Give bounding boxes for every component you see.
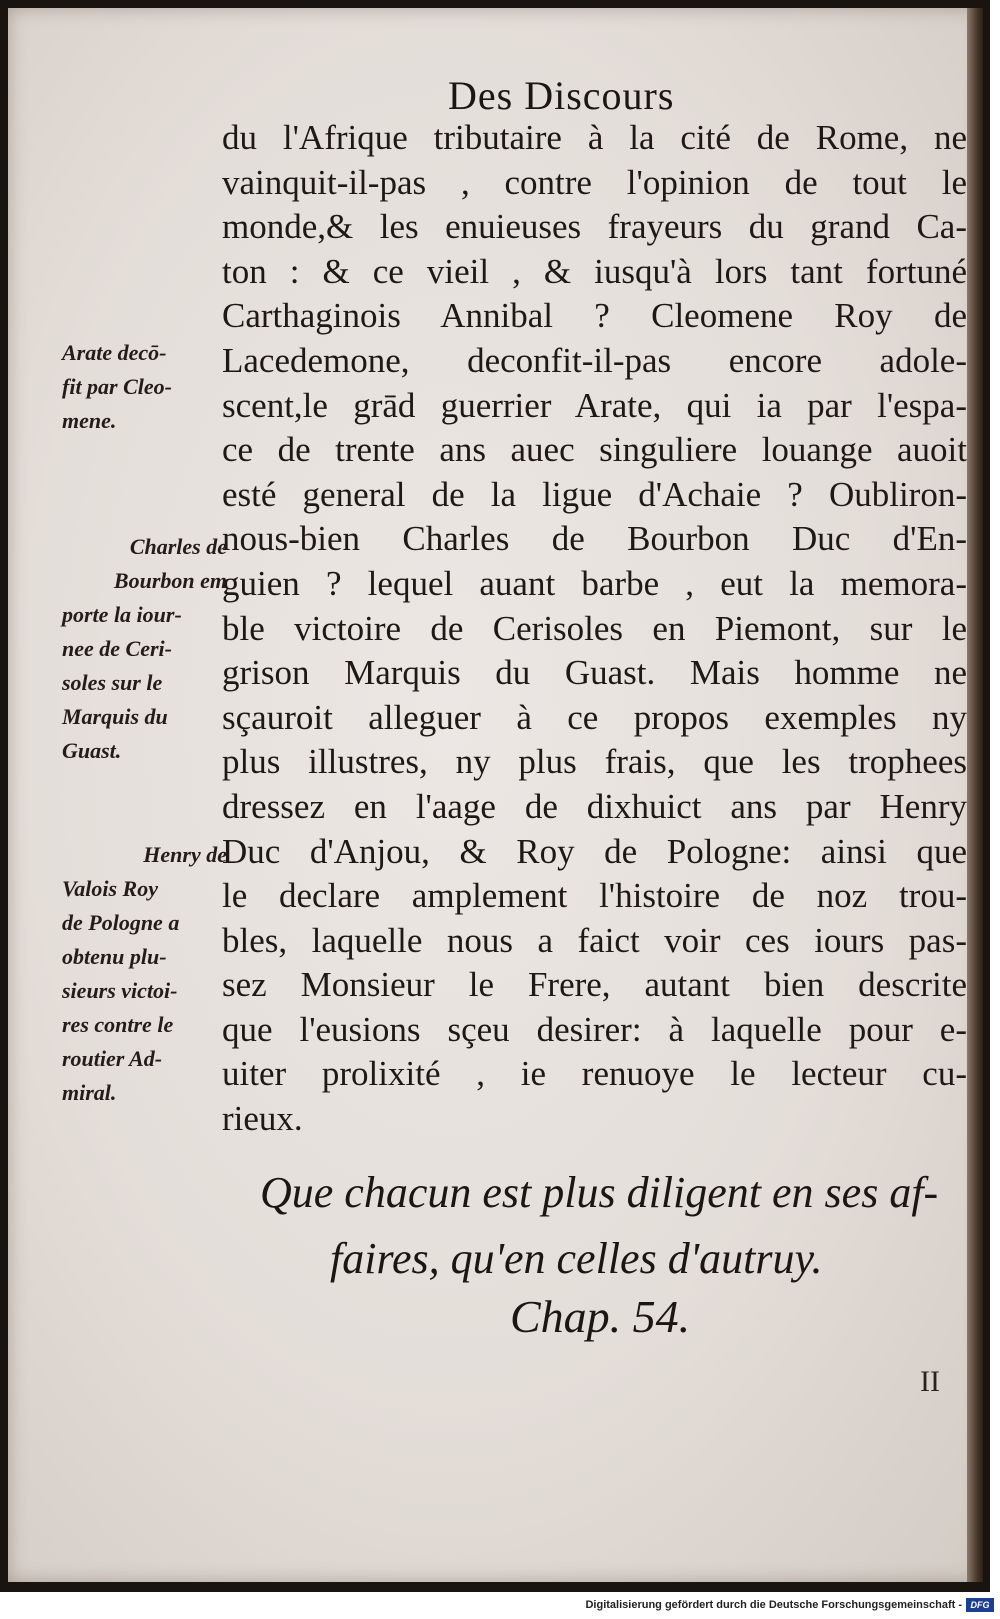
margin-note-line: soles sur le — [62, 670, 163, 695]
text-line: ton : & ce vieil , & iusqu'à lors tant fortuné — [222, 251, 967, 291]
text-line: scent,le grād guerrier Arate, qui ia par l'espa- — [222, 385, 967, 425]
text-line: guien ? lequel auant barbe , eut la memora- — [222, 563, 967, 603]
dfg-logo: DFG — [966, 1598, 994, 1612]
signature-mark: II — [920, 1365, 940, 1398]
margin-note-line: fit par Cleo- — [62, 374, 172, 399]
margin-note-line: routier Ad- — [62, 1046, 163, 1071]
margin-note-line: Marquis du — [62, 704, 168, 729]
text-line: sçauroit alleguer à ce propos exemples ny — [222, 697, 967, 737]
margin-note-line: miral. — [62, 1080, 117, 1105]
margin-note-line: Valois Roy — [62, 876, 158, 901]
margin-note-line: Henry de — [143, 842, 227, 867]
margin-note-arate — [62, 336, 227, 438]
chapter-title-line: faires, qu'en celles d'autruy. — [330, 1234, 823, 1283]
text-line: uiter prolixité , ie renuoye le lecteur cu- — [222, 1054, 967, 1094]
margin-note-line: de Pologne a — [62, 910, 180, 935]
text-line: vainquit-il-pas , contre l'opinion de tout le — [222, 162, 967, 202]
text-line: dressez en l'aage de dixhuict ans par Henry — [222, 786, 967, 826]
margin-note-line: porte la iour- — [62, 602, 182, 627]
digitization-footer — [0, 1596, 1000, 1619]
text-line: esté general de la ligue d'Achaie ? Oubliron- — [222, 474, 967, 514]
text-line: ce de trente ans auec singuliere louange auoit — [222, 430, 967, 470]
text-line: Lacedemone, deconfit-il-pas encore adole- — [222, 340, 967, 380]
margin-note-henry — [62, 838, 227, 1110]
body-text — [222, 116, 967, 1142]
text-line: plus illustres, ny plus frais, que les trophees — [222, 742, 967, 782]
margin-note-line: Bourbon em — [113, 568, 227, 593]
text-line: bles, laquelle nous a faict voir ces iours pas- — [222, 920, 967, 960]
text-line: sez Monsieur le Frere, autant bien descrite — [222, 965, 967, 1005]
book-spine-shadow — [967, 8, 983, 1582]
chapter-title-line: Que chacun est plus diligent en ses af- — [260, 1168, 939, 1217]
margin-note-line: Charles de — [129, 534, 227, 559]
text-line: que l'eusions sçeu desirer: à laquelle pour e- — [222, 1009, 967, 1049]
text-line: du l'Afrique tributaire à la cité de Rome, ne — [222, 118, 967, 157]
margin-note-line: Guast. — [62, 738, 122, 763]
text-line: rieux. — [222, 1099, 303, 1139]
text-line: Carthaginois Annibal ? Cleomene Roy de — [222, 296, 967, 336]
text-line: le declare amplement l'histoire de noz trou- — [222, 876, 967, 916]
chapter-heading — [200, 1160, 939, 1292]
funding-credit: Digitalisierung gefördert durch die Deutsche Forschungsgemeinschaft - — [585, 1599, 962, 1611]
margin-note-line: res contre le — [62, 1012, 174, 1037]
text-line: Duc d'Anjou, & Roy de Pologne: ainsi que — [222, 831, 967, 871]
text-line: ble victoire de Cerisoles en Piemont, sur le — [222, 608, 967, 648]
margin-note-line: Arate decō- — [62, 340, 167, 365]
margin-note-line: nee de Ceri- — [62, 636, 172, 661]
margin-note-line: mene. — [62, 408, 117, 433]
margin-note-line: sieurs victoi- — [62, 978, 178, 1003]
text-line: nous-bien Charles de Bourbon Duc d'En- — [222, 519, 967, 559]
running-head: Des Discours — [448, 73, 675, 118]
text-line: monde,& les enuieuses frayeurs du grand Ca- — [222, 207, 967, 247]
text-line: grison Marquis du Guast. Mais homme ne — [222, 653, 967, 693]
chapter-number: Chap. 54. — [510, 1291, 691, 1342]
margin-note-charles — [62, 530, 227, 768]
margin-note-line: obtenu plu- — [62, 944, 167, 969]
